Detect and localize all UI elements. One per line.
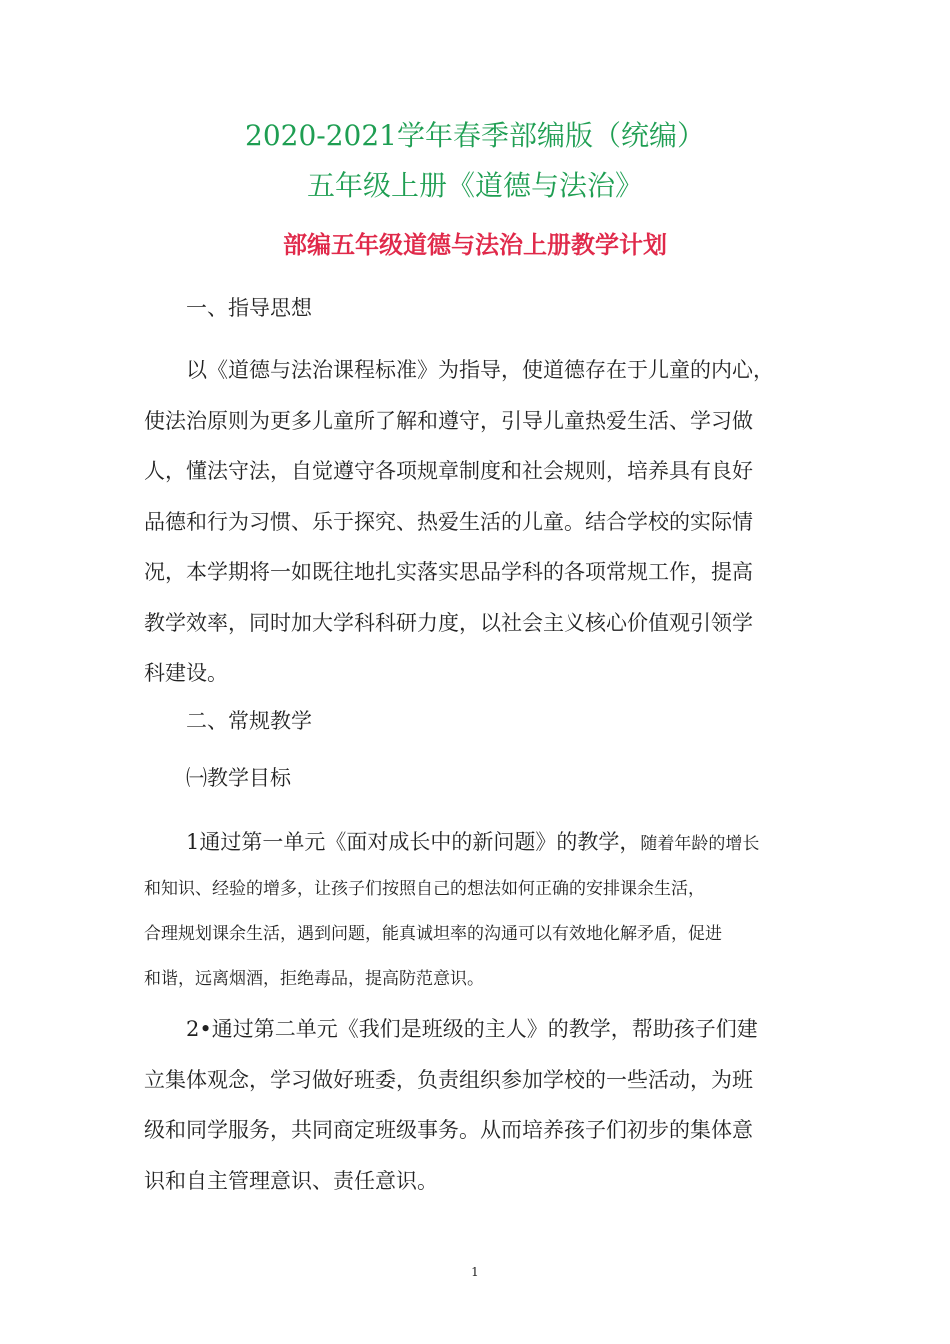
paragraph-lead-text: 1通过第一单元《面对成长中的新问题》的教学， (186, 830, 641, 854)
subsection-heading-goals: ㈠教学目标 (186, 766, 291, 790)
paragraph-line: 立集体观念，学习做好班委，负责组织参加学校的一些活动，为班 (144, 1067, 753, 1092)
section-heading-routine: 二、常规教学 (186, 709, 312, 733)
paragraph-line: 教学效率，同时加大学科科研力度，以社会主义核心价值观引领学 (144, 610, 753, 635)
paragraph-line: 级和同学服务，共同商定班级事务。从而培养孩子们初步的集体意 (144, 1118, 753, 1142)
paragraph-line: 和知识、经验的增多，让孩子们按照自己的想法如何正确的安排课余生活， (144, 879, 705, 899)
paragraph-line (144, 820, 814, 867)
paragraph-line: 识和自主管理意识、责任意识。 (144, 1168, 438, 1193)
document-title-line-2: 五年级上册《道德与法治》 (306, 169, 643, 202)
document-title-line-1: 2020-2021学年春季部编版（统编） (245, 119, 705, 152)
paragraph-line: 使法治原则为更多儿童所了解和遵守，引导儿童热爱生活、学习做 (144, 408, 753, 433)
paragraph-line: 科建设。 (144, 661, 228, 685)
paragraph-line: 2•通过第二单元《我们是班级的主人》的教学，帮助孩子们建 (186, 1017, 758, 1041)
section-heading-guiding: 一、指导思想 (186, 296, 312, 320)
paragraph-goal-1 (144, 820, 814, 1002)
page-number: 1 (471, 1265, 479, 1279)
paragraph-guiding (144, 345, 814, 699)
paragraph-line: 合理规划课余生活，遇到问题，能真诚坦率的沟通可以有效地化解矛盾，促进 (144, 924, 722, 944)
paragraph-line: 和谐，远离烟酒，拒绝毒品，提高防范意识。 (144, 969, 484, 989)
document-subtitle: 部编五年级道德与法治上册教学计划 (283, 231, 667, 259)
paragraph-line: 品德和行为习惯、乐于探究、热爱生活的儿童。结合学校的实际情 (144, 509, 753, 534)
paragraph-line: 人，懂法守法，自觉遵守各项规章制度和社会规则，培养具有良好 (144, 459, 753, 483)
paragraph-tail-text: 随着年龄的增长 (640, 834, 760, 854)
paragraph-goal-2 (144, 1004, 814, 1206)
paragraph-line: 以《道德与法治课程标准》为指导，使道德存在于儿童的内心， (186, 358, 774, 382)
paragraph-line: 况，本学期将一如既往地扎实落实思品学科的各项常规工作，提高 (144, 560, 753, 584)
